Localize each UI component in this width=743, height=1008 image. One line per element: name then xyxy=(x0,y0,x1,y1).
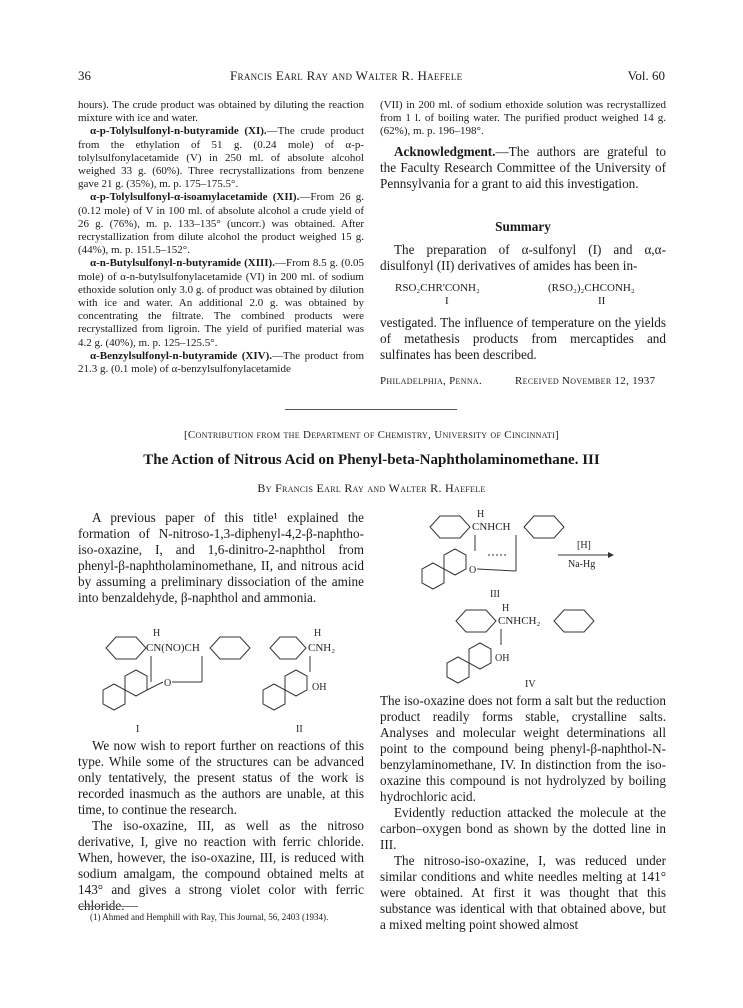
svg-text:O: O xyxy=(469,565,477,576)
svg-text:H: H xyxy=(153,628,161,639)
svg-text:CNH₂: CNH₂ xyxy=(308,642,336,654)
svg-text:I: I xyxy=(136,724,140,735)
running-title: Francis Earl Ray and Walter R. Haefele xyxy=(230,68,463,83)
compound-heading: α-n-Butylsulfonyl-n-butyramide (XIII). xyxy=(90,257,275,270)
right-body: The iso-oxazine does not form a salt but the reduction product readily forms stable, crystalline salts. Analyses and molecular weight determinations all point to the compound being phenyl-β-naphthol-N-benzylaminomethane, IV. In distinction from the iso-oxazine this compound is not hydrolyzed by boiling hydrochloric acid. Evidently reduction attacked the molecule at the carbon–oxygen bond as shown by the dotted line in III. The nitroso-iso-oxazine, I, was reduced under similar conditions and white needles melting at 141° were obtained. At first it was thought that this substance was identical with that obtained above, but a mixed melting point showed almost xyxy=(380,693,666,932)
prev-para: hours). The crude product was obtained by diluting the reaction mixture with ice and water. xyxy=(78,99,364,125)
prev-right-para: (VII) in 200 ml. of sodium ethoxide solution was recrystallized from 1 l. of boiling water. The purified product weighed 14 g. (62%), m. p. 196–198°. xyxy=(380,99,666,138)
structures-I-II xyxy=(78,620,368,738)
svg-text:CNHCH: CNHCH xyxy=(472,521,511,533)
svg-text:II: II xyxy=(296,724,303,735)
structure-I xyxy=(103,628,250,735)
svg-text:H: H xyxy=(477,509,485,520)
prev-para: α-p-Tolylsulfonyl-α-isoamylacetamide (XII).—From 26 g. (0.12 mole) of V in 100 ml. of absolute alcohol a crude yield of 26 g. (76%), m. p. 133–135° (uncorr.) was obtained. After recrystallization from dilute alcohol the product weighed 15 g. (44%), m. p. 151.5–152°. xyxy=(78,191,364,257)
compound-heading: α-Benzylsulfonyl-n-butyramide (XIV). xyxy=(90,349,273,362)
structure-II xyxy=(263,628,335,735)
structures-III-IV xyxy=(380,505,670,695)
structure-III xyxy=(422,509,564,600)
article-separator xyxy=(285,409,457,410)
place: Philadelphia, Penna. xyxy=(380,375,483,387)
footnote: (1) Ahmed and Hemphill with Ray, This Journal, 56, 2403 (1934). xyxy=(90,912,329,922)
prev-para: α-p-Tolylsulfonyl-n-butyramide (XI).—The crude product from the ethylation of 51 g. (0.24 mole) of α-p-tolylsulfonylacetamide (V) in 250 ml. of absolute alcohol weighed 33 g. (60%). Three recrystallizations from benzene gave 21 g. (35%), m. p. 175–175.5°. xyxy=(78,125,365,191)
byline: By Francis Earl Ray and Walter R. Haefele xyxy=(257,481,486,495)
summary-heading: Summary xyxy=(495,219,551,234)
formula-II-label: II xyxy=(598,295,606,307)
svg-text:H: H xyxy=(502,603,510,614)
prev-para: α-Benzylsulfonyl-n-butyramide (XIV).—The product from 21.3 g. (0.1 mole) of α-benzylsulfonylacetamide xyxy=(78,349,364,376)
svg-text:[H]: [H] xyxy=(577,540,591,551)
svg-text:H: H xyxy=(314,628,322,639)
contribution-line: [Contribution from the Department of Chemistry, University of Cincinnati] xyxy=(183,429,560,441)
svg-text:OH: OH xyxy=(312,682,327,693)
received-date: Received November 12, 1937 xyxy=(515,375,656,387)
ack-heading: Acknowledgment. xyxy=(394,144,496,159)
svg-text:OH: OH xyxy=(495,653,510,664)
structure-IV xyxy=(447,603,594,690)
summary-part2: vestigated. The influence of temperature on the yields of metathesis products from mercaptides and sulfinates has been described. xyxy=(380,315,666,362)
intro-para: A previous paper of this title¹ explained the formation of N-nitroso-1,3-diphenyl-4,2-β-naphtho-iso-oxazine, I, and 1,6-dinitro-2-naphthol from phenyl-β-naphtholaminomethane, II, and nitrous acid by assuming a preliminary dissociation of the amine into benzaldehyde, β-naphthol and ammonia. xyxy=(78,510,364,605)
svg-text:CN(NO)CH: CN(NO)CH xyxy=(146,642,200,654)
compound-heading: α-p-Tolylsulfonyl-n-butyramide (XI). xyxy=(90,125,267,138)
footnote-rule xyxy=(78,906,138,907)
svg-text:CNHCH₂: CNHCH₂ xyxy=(498,615,541,627)
reaction-arrow xyxy=(558,540,614,570)
volume-label: Vol. 60 xyxy=(627,68,665,83)
prev-left-column xyxy=(78,99,364,376)
svg-text:IV: IV xyxy=(525,679,536,690)
compound-heading: α-p-Tolylsulfonyl-α-isoamylacetamide (XII). xyxy=(90,191,300,204)
prev-right-column xyxy=(380,99,666,139)
svg-text:O: O xyxy=(164,678,172,689)
article-title: The Action of Nitrous Acid on Phenyl-beta-Naphtholaminomethane. III xyxy=(143,452,600,468)
formula-II: (RSO₂)₂CHCONH₂ xyxy=(548,282,635,294)
formula-I-label: I xyxy=(445,295,449,307)
svg-text:Na-Hg: Na-Hg xyxy=(568,559,596,570)
summary-part1: The preparation of α-sulfonyl (I) and α,α-disulfonyl (II) derivatives of amides has been in- xyxy=(380,242,666,273)
prev-para: α-n-Butylsulfonyl-n-butyramide (XIII).—From 8.5 g. (0.05 mole) of α-n-butylsulfonylacetamide (VI) in 200 ml. of sodium ethoxide solution only 3.0 g. of product was obtained by dilution with ice and water. An additional 2.0 g. was obtained by concentrating the filtrate. The combined products were recrystallized from ligroin. The yield of purified material was 4.2 g. (40%), m. p. 125–125.5°. xyxy=(78,257,364,349)
left-body: We now wish to report further on reactions of this type. While some of the structures can be advanced only tentatively, the present status of the work is recorded inasmuch as the authors are unable, at this time, to continue the research. The iso-oxazine, III, as well as the nitroso derivative, I, give no reaction with ferric chloride. When, however, the iso-oxazine, III, is reduced with sodium amalgam, the compound obtained melts at 143° and gives a strong violet color with ferric chloride. xyxy=(78,738,364,913)
formula-I: RSO₂CHR'CONH₂ xyxy=(395,282,480,294)
svg-text:III: III xyxy=(490,589,500,600)
acknowledgment: Acknowledgment.—The authors are grateful to the Faculty Research Committee of the University of Pennsylvania for a grant to aid this investigation. xyxy=(380,144,666,191)
page-number: 36 xyxy=(78,68,91,83)
